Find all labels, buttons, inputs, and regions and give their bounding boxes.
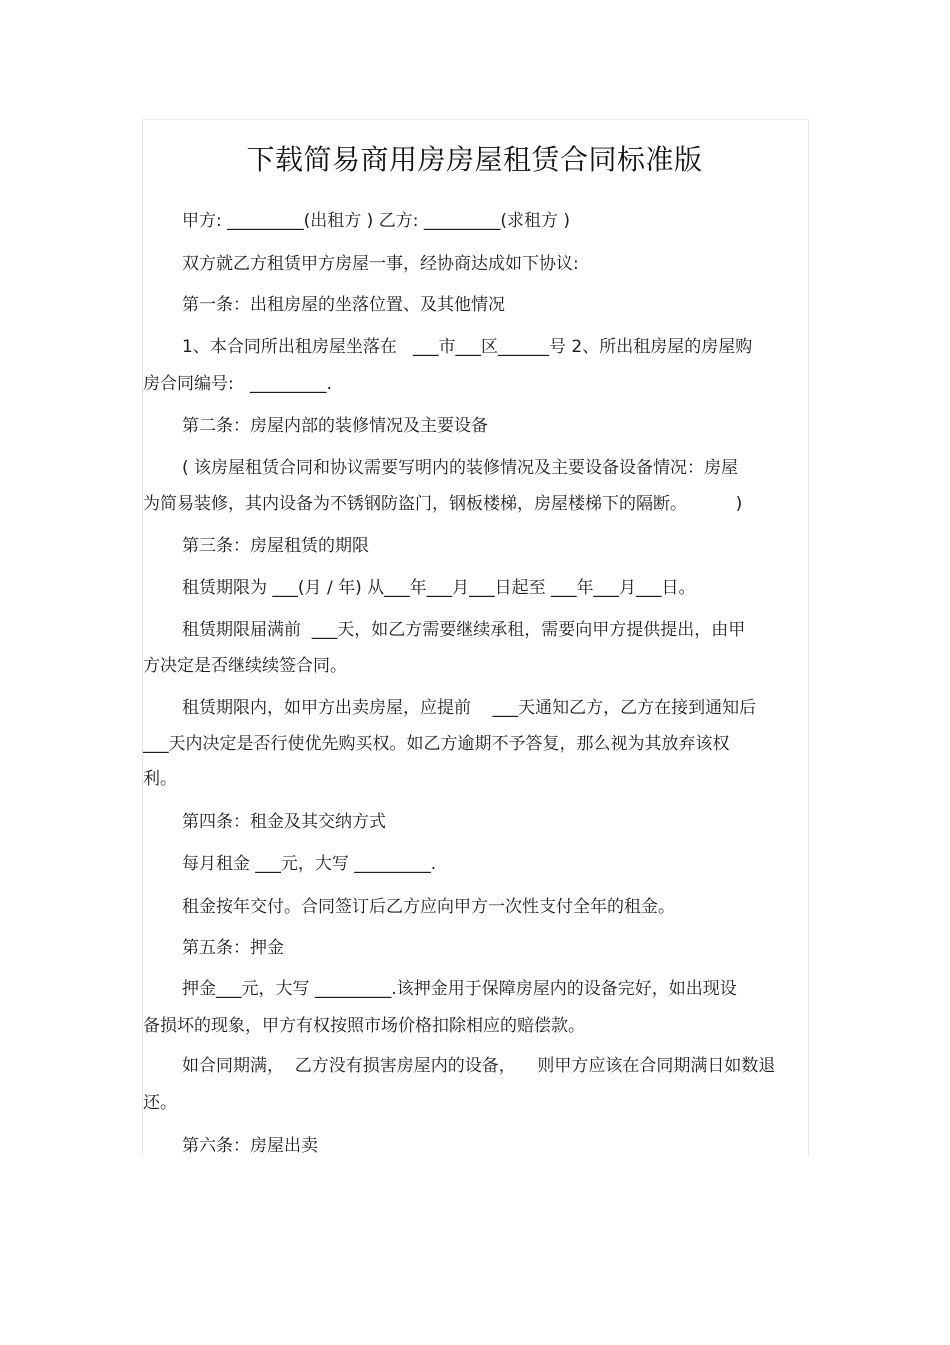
monthly-rent-line: 每月租金 ___元，大写 _________. [182, 854, 437, 874]
deposit-text-line-2: 备损坏的现象，甲方有权按照市场价格扣除相应的赔偿款。 [143, 1016, 585, 1036]
parties-line: 甲方: _________(出租方 ) 乙方: _________(求租方 ) [182, 211, 571, 231]
sale-notice-line-2: ___天内决定是否行使优先购买权。如乙方逾期不予答复，那么视为其放弃该权 [143, 734, 730, 754]
document-title: 下载简易商用房房屋租赁合同标准版 [246, 143, 703, 176]
article-3-heading: 第三条：房屋租赁的期限 [182, 536, 369, 556]
sale-notice-line-3: 利。 [143, 769, 177, 789]
agreement-intro: 双方就乙方租赁甲方房屋一事，经协商达成如下协议: [182, 254, 579, 274]
rent-payment-line: 租金按年交付。合同签订后乙方应向甲方一次性支付全年的租金。 [182, 897, 675, 917]
renewal-text-line-1: 租赁期限届满前 ___天，如乙方需要继续承租，需要向甲方提供提出，由甲 [182, 620, 746, 640]
renewal-text-line-2: 方决定是否继续续签合同。 [143, 656, 347, 676]
sale-notice-line-1: 租赁期限内，如甲方出卖房屋，应提前 ___天通知乙方，乙方在接到通知后 [182, 698, 757, 718]
article-2-text-line-2: 为简易装修，其内设备为不锈钢防盗门，钢板楼梯，房屋楼梯下的隔断。 ) [143, 494, 743, 514]
article-2-text-line-1: ( 该房屋租赁合同和协议需要写明内的装修情况及主要设备设备情况：房屋 [182, 458, 739, 478]
deposit-text-line-1: 押金___元，大写 _________.该押金用于保障房屋内的设备完好，如出现设 [182, 979, 737, 999]
article-6-heading: 第六条：房屋出卖 [182, 1136, 318, 1156]
article-1-text-line-1: 1、本合同所出租房屋坐落在 ___市___区______号 2、所出租房屋的房屋购 [182, 337, 753, 357]
article-5-heading: 第五条：押金 [182, 938, 284, 958]
refund-text-line-1: 如合同期满， 乙方没有损害房屋内的设备， 则甲方应该在合同期满日如数退 [182, 1056, 776, 1076]
article-4-heading: 第四条：租金及其交纳方式 [182, 812, 386, 832]
lease-term-line: 租赁期限为 ___(月 / 年) 从___年___月___日起至 ___年___月___日。 [182, 578, 696, 598]
article-1-text-line-2: 房合同编号: _________. [143, 374, 332, 394]
article-2-heading: 第二条：房屋内部的装修情况及主要设备 [182, 416, 488, 436]
refund-text-line-2: 还。 [143, 1093, 177, 1113]
article-1-heading: 第一条：出租房屋的坐落位置、及其他情况 [182, 295, 505, 315]
